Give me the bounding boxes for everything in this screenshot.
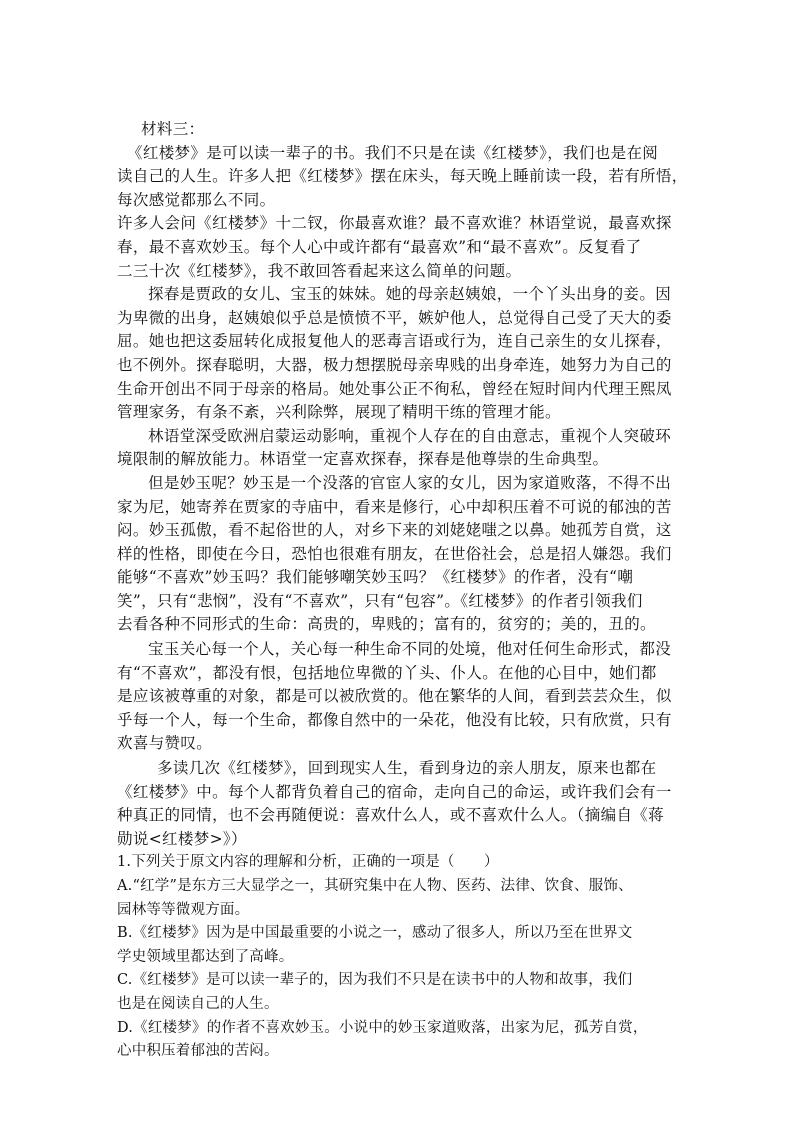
paragraph-1-line-3: 每次感觉都那么不同。 [117,190,276,209]
question-stem: 1.下列关于原文内容的理解和分析，正确的一项是（ ） [117,854,499,871]
paragraph-5-line-2: 家为尼，她寄养在贾家的寺庙中，看来是修行，心中却积压着不可说的郁浊的苦 [117,497,672,516]
option-c-line-1: C.《红楼梦》是可以读一辈子的，因为我们不只是在读书中的人物和故事，我们 [117,972,633,989]
paragraph-7-line-2: 《红楼梦》中。每个人都背负着自己的宿命，走向自己的命运，或许我们会有一 [117,782,672,801]
paragraph-3-line-5: 生命开创出不同于母亲的格局。她处事公正不徇私，曾经在短时间内代理王熙凤 [117,379,672,398]
option-a-line-1: A.“红学”是东方三大显学之一，其研究集中在人物、医药、法律、饮食、服饰、 [117,878,633,894]
option-a-line-2: 园林等等微观方面。 [117,901,250,918]
paragraph-3-line-3: 屈。她也把这委屈转化成报复他人的恶毒言语或行为，连自己亲生的女儿探春， [117,332,672,351]
paragraph-7-line-3: 种真正的同情，也不会再随便说：喜欢什么人，或不喜欢什么人。（摘编自《蒋 [117,806,665,825]
paragraph-6-line-4: 乎每一个人，每一个生命，都像自然中的一朵花，他没有比较，只有欣赏，只有 [117,710,672,729]
paragraph-5-line-1: 但是妙玉呢？妙玉是一个没落的官宦人家的女儿，因为家道败落，不得不出 [148,473,672,492]
paragraph-1-line-2: 读自己的人生。许多人把《红楼梦》摆在床头，每天晚上睡前读一段，若有所悟， [117,167,688,186]
paragraph-6-line-2: 有“不喜欢”，都没有恨，包括地位卑微的丫头、仆人。在他的心目中，她们都 [117,663,657,682]
paragraph-6-line-1: 宝玉关心每一个人，关心每一种生命不同的处境，他对任何生命形式，都没 [148,640,672,659]
document-page [117,118,688,1064]
paragraph-7-line-1: 多读几次《红楼梦》，回到现实人生，看到身边的亲人朋友，原来也都在 [157,759,657,778]
paragraph-5-line-4: 样的性格，即使在今日，恐怕也很难有朋友，在世俗社会，总是招人嫌怨。我们 [117,544,672,563]
paragraph-3-line-4: 也不例外。探春聪明，大器，极力想摆脱母亲卑贱的出身牵连，她努力为自己的 [117,355,672,374]
paragraph-3-line-6: 管理家务，有条不紊，兴利除弊，展现了精明干练的管理才能。 [117,403,561,422]
paragraph-2-line-2: 春，最不喜欢妙玉。每个人心中或许都有“最喜欢”和“最不喜欢”。反复看了 [117,237,642,256]
paragraph-3-line-2: 为卑微的出身，赵姨娘似乎总是愤愤不平，嫉妒他人，总觉得自己受了天大的委 [117,308,672,327]
paragraph-5-line-7: 去看各种不同形式的生命：高贵的，卑贱的；富有的，贫穷的；美的，丑的。 [117,615,656,634]
paragraph-5-line-6: 笑”，只有“悲悯”，没有“不喜欢”，只有“包容”。《红楼梦》的作者引领我们 [117,591,643,610]
paragraph-6-line-3: 是应该被尊重的对象，都是可以被欣赏的。他在繁华的人间，看到芸芸众生，似 [117,687,672,706]
option-d-line-1: D.《红楼梦》的作者不喜欢妙玉。小说中的妙玉家道败落，出家为尼，孤芳自赏， [117,1019,648,1036]
option-b-line-1: B.《红楼梦》因为是中国最重要的小说之一，感动了很多人，所以乃至在世界文 [117,925,633,942]
option-b-line-2: 学史领域里都达到了高峰。 [117,948,294,965]
option-c-line-2: 也是在阅读自己的人生。 [117,995,279,1012]
option-d-line-2: 心中积压着郁浊的苦闷。 [117,1043,279,1060]
paragraph-1-line-1: 《红楼梦》是可以读一辈子的书。我们不只是在读《红楼梦》，我们也是在阅 [127,143,659,162]
paragraph-4-line-2: 境限制的解放能力。林语堂一定喜欢探春，探春是他尊崇的生命典型。 [117,450,609,469]
paragraph-2-line-1: 许多人会问《红楼梦》十二钗，你最喜欢谁？最不喜欢谁？林语堂说，最喜欢探 [117,214,672,233]
paragraph-6-line-5: 欢喜与赞叹。 [117,734,213,753]
paragraph-4-line-1: 林语堂深受欧洲启蒙运动影响，重视个人存在的自由意志，重视个人突破环 [148,426,672,445]
section-heading: 材料三： [141,120,205,138]
paragraph-5-line-3: 闷。妙玉孤傲，看不起俗世的人，对乡下来的刘姥姥嗤之以鼻。她孤芳自赏，这 [117,521,672,540]
paragraph-3-line-1: 探春是贾政的女儿、宝玉的妹妹。她的母亲赵姨娘，一个丫头出身的妾。因 [148,285,672,304]
paragraph-2-line-3: 二三十次《红楼梦》，我不敢回答看起来这么简单的问题。 [117,261,522,280]
paragraph-5-line-5: 能够“不喜欢”妙玉吗？我们能够嘲笑妙玉吗？《红楼梦》的作者，没有“嘲 [117,568,634,587]
paragraph-7-line-4: 勋说<红楼梦>》） [117,829,247,848]
